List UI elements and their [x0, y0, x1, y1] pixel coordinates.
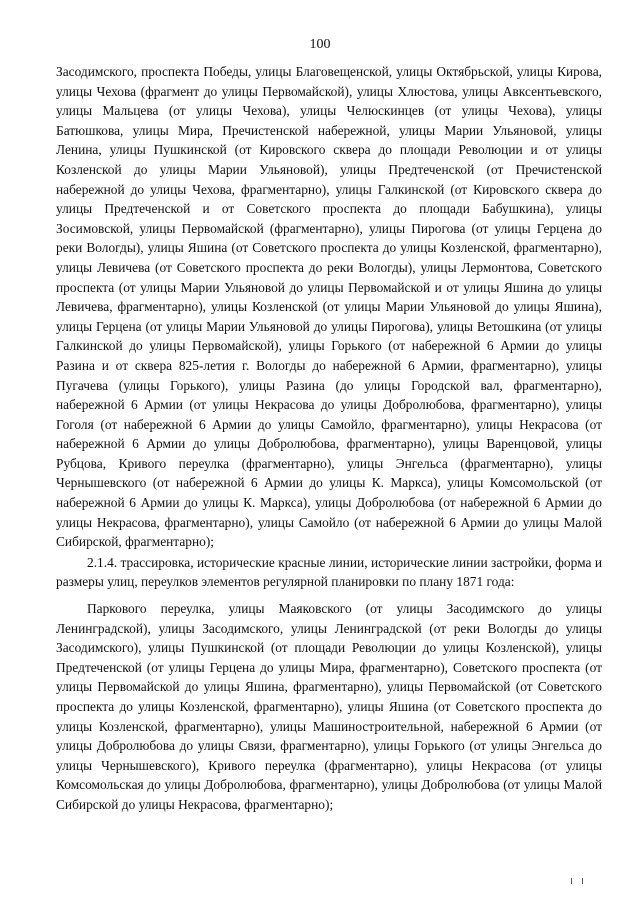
page-number: 100 — [309, 37, 331, 52]
document-body — [56, 62, 602, 815]
paragraph-plan-1871-streets: Паркового переулка, улицы Маяковского (от улицы Засодимского до улицы Ленинградской), улицы Засодимского, улицы Ленинградской (от реки Вологды до улицы Засодимского), улицы Пушкинской (от площади Революции до улицы Козленской), улицы Предтеченской (от улицы Герцена до улицы Мира, фрагментарно), Советского проспекта (от улицы Первомайской до улицы Яшина, фрагментарно), улицы Первомайской (от Советского проспекта до улицы Козленской, фрагментарно), улицы Яшина (от Советского проспекта до улицы Козленской, фрагментарно), улицы Машиностроительной, набережной 6 Армии (от улицы Добролюбова до улицы Связи, фрагментарно), улицы Горького (от улицы Энгельса до улицы Чернышевского), Кривого переулка (фрагментарно), улицы Некрасова (от улицы Комсомольская до улицы Добролюбова, фрагментарно), улицы Добролюбова (от улицы Малой Сибирской до улицы Некрасова, фрагментарно); — [56, 601, 602, 812]
scan-artifact — [571, 878, 587, 884]
paragraph-section-2-1-4: 2.1.4. трассировка, исторические красные линии, исторические линии застройки, форма и размеры улиц, переулков элементов регулярной планировки по плану 1871 года: — [56, 554, 602, 590]
paragraph-street-list: Засодимского, проспекта Победы, улицы Благовещенской, улицы Октябрьской, улицы Кирова, улицы Чехова (фрагмент до улицы Первомайской), улицы Хлюстова, улицы Авксентьевского, улицы Мальцева (от улицы Чехова), улицы Челюскинцев (от улицы Чехова), улицы Батюшкова, улицы Мира, Пречистенской набережной, улицы Марии Ульяновой, улицы Ленина, улицы Пушкинской (от Кировского сквера до площади Революции и от улицы Козленской до улицы Марии Ульяновой), улицы Предтеченской (от Пречистенской набережной до улицы Чехова, фрагментарно), улицы Галкинской (от Кировского сквера до улицы Предтеченской и от Советского проспекта до площади Бабушкина), улицы Зосимовской, улицы Первомайской (фрагментарно), улицы Пирогова (от улицы Герцена до реки Вологды), улицы Яшина (от Советского проспекта до улицы Козленской, фрагментарно), улицы Левичева (от Советского проспекта до реки Вологды), улицы Лермонтова, Советского проспекта (от улицы Марии Ульяновой до улицы Первомайской и от улицы Яшина до улицы Левичева, фрагментарно), улицы Козленской (от улицы Марии Ульяновой до улицы Яшина), улицы Герцена (от улицы Марии Ульяновой до улицы Пирогова), улицы Ветошкина (от улицы Галкинской до улицы Первомайской), улицы Горького (от набережной 6 Армии до улицы Разина и от сквера 825-летия г. Вологды до набережной 6 Армии, фрагментарно), улицы Пугачева (улицы Горького), улицы Разина (до улицы Городской вал, фрагментарно), набережной 6 Армии (от улицы Некрасова до улицы Добролюбова, фрагментарно), улицы Гоголя (от набережной 6 Армии до улицы Самойло, фрагментарно), улицы Некрасова (от набережной 6 Армии до улицы Добролюбова, фрагментарно), улицы Варенцовой, улицы Рубцова, Кривого переулка (фрагментарно), улицы Энгельса (фрагментарно), улицы Чернышевского (от набережной 6 Армии до улицы К. Маркса), улицы Комсомольской (от набережной 6 Армии до улицы К. Маркса), улицы Добролюбова (от набережной 6 Армии до улицы Некрасова, фрагментарно), улицы Самойло (от набережной 6 Армии до улицы Малой Сибирской, фрагментарно); — [56, 64, 602, 550]
